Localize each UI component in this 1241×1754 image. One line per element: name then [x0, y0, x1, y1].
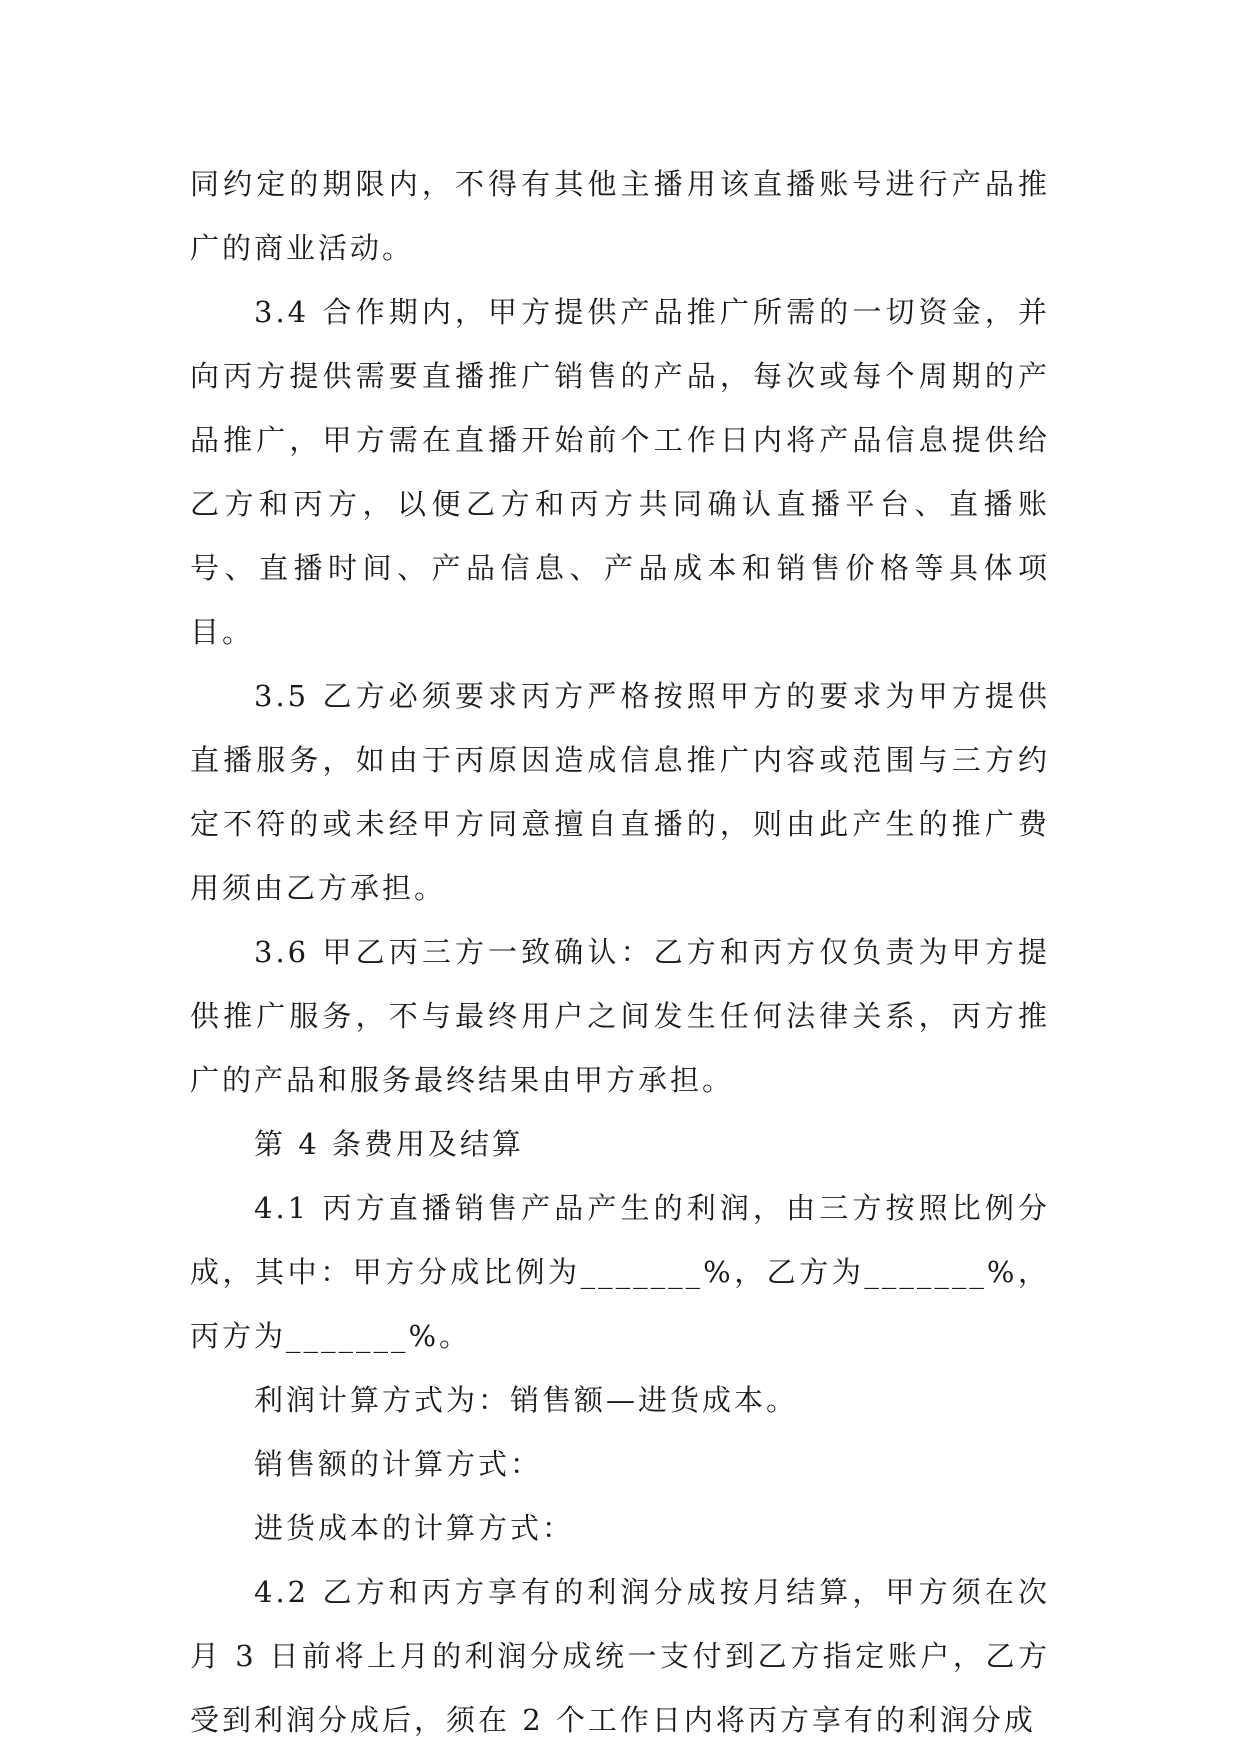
- paragraph: 进货成本的计算方式：: [254, 1511, 575, 1545]
- paragraph: 同约定的期限内，不得有其他主播用该直播账号进行产品推广的商业活动。: [190, 167, 1050, 265]
- paragraph: 3.4 合作期内，甲方提供产品推广所需的一切资金，并向丙方提供需要直播推广销售的产品，每次或每个周期的产品推广，甲方需在直播开始前个工作日内将产品信息提供给乙方和丙方，以便乙方和丙方共同确认直播平台、直播账号、直播时间、产品信息、产品成本和销售价格等具体项目。: [190, 295, 1050, 649]
- paragraph: 3.5 乙方必须要求丙方严格按照甲方的要求为甲方提供直播服务，如由于丙原因造成信息推广内容或范围与三方约定不符的或未经甲方同意擅自直播的，则由此产生的推广费用须由乙方承担。: [190, 679, 1050, 905]
- paragraph: 4.1 丙方直播销售产品产生的利润，由三方按照比例分成，其中：甲方分成比例为_______%，乙方为_______%，丙方为_______%。: [190, 1191, 1050, 1353]
- paragraph: 销售额的计算方式：: [254, 1447, 543, 1481]
- paragraph: 3.6 甲乙丙三方一致确认：乙方和丙方仅负责为甲方提供推广服务，不与最终用户之间发生任何法律关系，丙方推广的产品和服务最终结果由甲方承担。: [190, 935, 1050, 1097]
- paragraph: 利润计算方式为：销售额—进货成本。: [254, 1383, 799, 1417]
- document-page: [190, 152, 1050, 1752]
- section-heading: 第 4 条费用及结算: [254, 1127, 524, 1161]
- paragraph: 4.2 乙方和丙方享有的利润分成按月结算，甲方须在次月 3 日前将上月的利润分成统一支付到乙方指定账户，乙方受到利润分成后，须在 2 个工作日内将丙方享有的利润分成: [190, 1575, 1050, 1737]
